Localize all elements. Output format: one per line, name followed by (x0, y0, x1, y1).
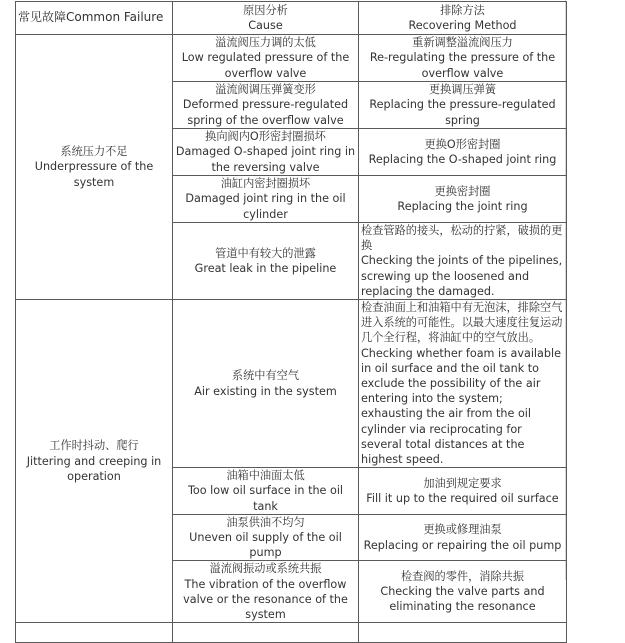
cause-cell (173, 176, 359, 223)
cause-cn: 油缸内密封圈损坏 (220, 177, 311, 191)
fix-cell (359, 129, 567, 176)
fix-en: Replacing the O-shaped joint ring (368, 153, 557, 166)
cause-en: Low regulated pressure of the overflow valve (181, 51, 350, 80)
fix-cn: 检查阀的零件，消除共振 (400, 570, 525, 584)
cause-en: Damaged joint ring in the oil cylinder (185, 192, 346, 221)
cause-cell (173, 300, 359, 468)
cause-cn: 油泵供油不均匀 (226, 515, 305, 529)
cause-cn: 管道中有较大的泄露 (215, 246, 316, 260)
table-header-row (16, 2, 567, 35)
header-cause-cn: 原因分析 (243, 3, 288, 17)
cause-cell (173, 223, 359, 300)
header-cause (173, 2, 359, 35)
fix-cell (359, 35, 567, 82)
failure-en: Underpressure of the system (34, 160, 154, 189)
cause-cn: 溢流阀调压弹簧变形 (215, 83, 316, 97)
fix-cn: 更换O形密封圈 (424, 137, 501, 151)
cause-cell (173, 468, 359, 515)
cause-en: Air existing in the system (194, 384, 337, 398)
failure-cell-underpressure (16, 35, 173, 300)
cause-en: Too low oil surface in the oil tank (187, 484, 344, 513)
fix-cell (359, 82, 567, 129)
header-method (359, 2, 567, 35)
cause-en: Deformed pressure-regulated spring of the overflow valve (182, 98, 349, 127)
fix-en: Replacing or repairing the oil pump (363, 538, 562, 552)
fix-en: Checking whether foam is available in oil surface and the oil tank to exclude the possibility of the air entering into the system; exhausting the air from the oil cylinder via reciprocating for several total distances at the highest speed. (361, 346, 561, 467)
fix-cell (359, 223, 567, 300)
cause-cell (173, 561, 359, 623)
failure-cn: 工作时抖动、爬行 (49, 439, 139, 453)
fix-en: Checking the joints of the pipelines, screwing up the loosened and replacing the damaged. (361, 254, 563, 298)
cause-en: Uneven oil supply of the oil pump (189, 531, 342, 560)
fix-en: Replacing the joint ring (397, 200, 528, 213)
fix-cn: 检查管路的接头，松动的拧紧，破损的更换 (361, 224, 563, 253)
cause-en: Damaged O-shaped joint ring in the reversing valve (175, 145, 356, 174)
failure-cn: 系统压力不足 (60, 145, 128, 159)
cause-cn: 溢流阀压力调的太低 (215, 36, 316, 50)
cause-cell (173, 82, 359, 129)
fix-cell (359, 300, 567, 468)
cause-cn: 换向阀内O形密封圈损坏 (205, 130, 326, 144)
header-common-failure: 常见故障Common Failure (16, 2, 173, 35)
cause-cn: 油箱中油面太低 (226, 469, 305, 483)
cause-cell (173, 514, 359, 561)
cause-cell (173, 129, 359, 176)
cause-cn: 溢流阀振动或系统共振 (209, 562, 322, 576)
header-method-cn: 排除方法 (440, 3, 485, 17)
table-row (16, 300, 567, 468)
troubleshooting-table (15, 1, 567, 643)
content-area (15, 0, 625, 622)
fix-cn: 更换密封圈 (434, 184, 491, 198)
fix-cn: 重新调整溢流阀压力 (412, 36, 513, 50)
cause-en: Great leak in the pipeline (194, 262, 337, 275)
fix-cn: 更换或修理油泵 (423, 523, 502, 537)
fix-en: Replacing the pressure-regulated spring (369, 98, 556, 127)
partial-cell (173, 623, 359, 643)
cause-cell (173, 35, 359, 82)
fix-cell (359, 561, 567, 623)
cause-cn: 系统中有空气 (231, 369, 300, 383)
fix-en: Checking the valve parts and eliminating the resonance (380, 585, 545, 614)
fix-cell (359, 176, 567, 223)
header-cause-en: Cause (248, 19, 283, 32)
partial-cell (359, 623, 567, 643)
fix-cn: 更换调压弹簧 (428, 83, 497, 97)
failure-en: Jittering and creeping in operation (26, 454, 162, 483)
failure-cell-jittering (16, 300, 173, 623)
fix-cn: 检查油面上和油箱中有无泡沫，排除空气进入系统的可能性。以最大速度往复运动几个全行程，将油缸中的空气放出。 (361, 301, 563, 345)
fix-en: Re-regulating the pressure of the overflow valve (369, 51, 556, 80)
table-row-partial (16, 623, 567, 643)
fix-cell (359, 468, 567, 515)
fix-cell (359, 514, 567, 561)
fix-en: Fill it up to the required oil surface (366, 492, 559, 506)
header-method-en: Recovering Method (408, 19, 517, 32)
cause-en: The vibration of the overflow valve or the resonance of the system (183, 577, 348, 622)
fix-cn: 加油到规定要求 (423, 476, 502, 490)
partial-cell (16, 623, 173, 643)
table-row (16, 35, 567, 82)
